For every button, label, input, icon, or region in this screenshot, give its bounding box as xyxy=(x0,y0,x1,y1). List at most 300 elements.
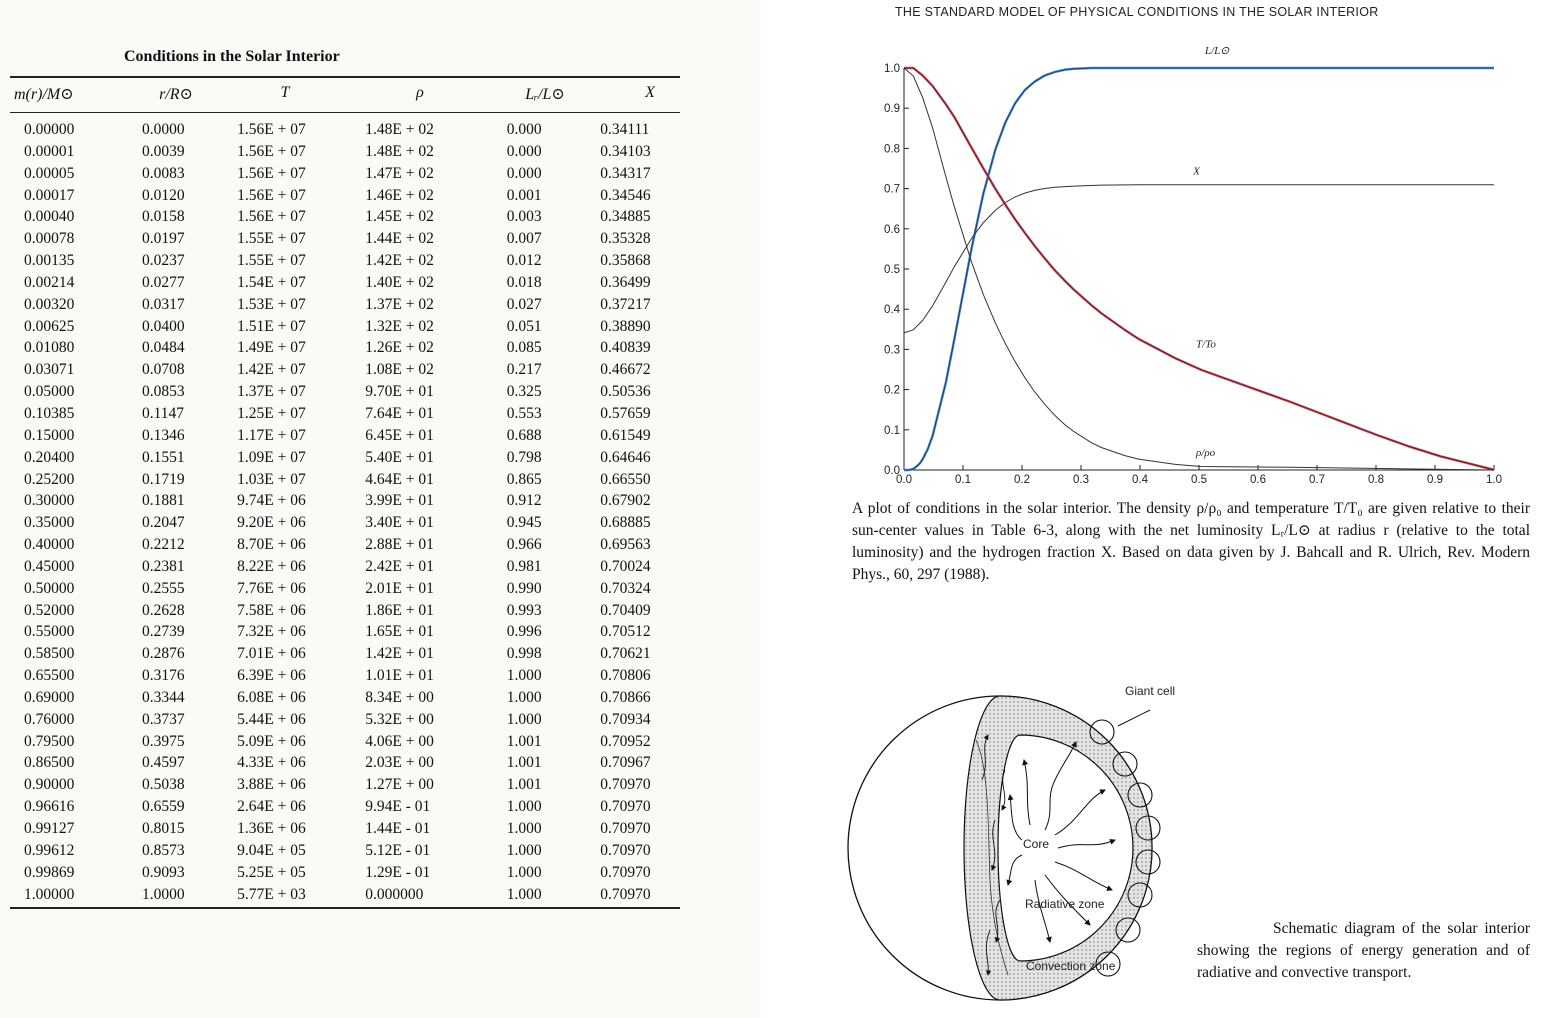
x-tick-label: 0.9 xyxy=(1427,474,1443,486)
table-row xyxy=(10,316,680,338)
table-cell: 4.06E + 00 xyxy=(365,732,434,750)
table-cell: 0.051 xyxy=(506,317,542,335)
table-cell: 0.70934 xyxy=(600,710,651,728)
table-cell: 0.70967 xyxy=(600,754,651,772)
table-cell: 3.40E + 01 xyxy=(365,514,434,532)
table-cell: 0.99127 xyxy=(24,820,75,837)
table-cell: 0.001 xyxy=(506,186,542,204)
table-cell: 1.0000 xyxy=(141,885,185,903)
y-tick-label: 0.3 xyxy=(884,344,900,357)
table-cell: 0.35328 xyxy=(600,230,651,248)
table-cell: 0.912 xyxy=(506,492,542,510)
table-cell: 6.08E + 06 xyxy=(237,688,306,706)
table-row xyxy=(10,818,680,840)
table-row xyxy=(10,206,680,228)
table-cell: 6.39E + 06 xyxy=(237,667,306,685)
table-cell: 0.70409 xyxy=(600,601,651,619)
table-cell: 0.3176 xyxy=(141,667,185,685)
y-tick-label: 0.6 xyxy=(884,223,900,236)
table-cell: 0.70866 xyxy=(600,688,651,706)
table-cell: 0.996 xyxy=(506,623,542,641)
table-row xyxy=(10,447,680,469)
table-cell: 0.38890 xyxy=(600,317,651,335)
col-head-hydrogen: X xyxy=(645,84,655,101)
table-cell: 0.990 xyxy=(506,579,542,597)
table-row xyxy=(10,774,680,796)
table-cell: 0.37217 xyxy=(600,295,651,313)
table-cell: 1.25E + 07 xyxy=(237,404,306,422)
table-cell: 0.69563 xyxy=(600,536,651,554)
table-cell: 0.007 xyxy=(506,230,542,248)
table-cell: 0.99612 xyxy=(24,841,75,859)
table-cell: 0.55000 xyxy=(24,623,75,641)
table-cell: 0.4597 xyxy=(141,754,185,772)
table-cell: 2.01E + 01 xyxy=(365,579,434,597)
table-cell: 0.3975 xyxy=(141,732,185,750)
table-cell: 0.34546 xyxy=(600,186,651,204)
table-cell: 7.76E + 06 xyxy=(237,579,306,597)
table-cell: 0.70970 xyxy=(600,885,651,903)
table-cell: 5.09E + 06 xyxy=(237,732,306,750)
table-cell: 1.53E + 07 xyxy=(237,295,306,313)
giant-cell-leader xyxy=(1118,710,1150,726)
table-row xyxy=(10,840,680,862)
running-head: THE STANDARD MODEL OF PHYSICAL CONDITIONS IN THE SOLAR INTERIOR xyxy=(895,5,1379,19)
col-head-density: ρ xyxy=(416,84,424,101)
table-cell: 0.70024 xyxy=(600,557,651,575)
table-cell: 1.48E + 02 xyxy=(365,142,434,160)
table-cell: 0.0120 xyxy=(141,186,185,204)
table-cell: 0.0484 xyxy=(141,339,185,357)
radiative-zone-label: Radiative zone xyxy=(1025,897,1105,911)
table-cell: 0.00005 xyxy=(24,164,75,182)
table-cell: 0.10385 xyxy=(24,404,75,422)
table-row xyxy=(10,425,680,447)
table-cell: 0.00078 xyxy=(24,230,75,248)
table-cell: 0.217 xyxy=(506,361,542,379)
table-cell: 0.70952 xyxy=(600,732,651,750)
table-cell: 0.0853 xyxy=(141,383,185,401)
table-row xyxy=(10,141,680,163)
table-cell: 1.01E + 01 xyxy=(365,667,434,685)
table-cell: 0.67902 xyxy=(600,492,651,510)
core-label: Core xyxy=(1023,837,1050,851)
table-cell: 0.945 xyxy=(506,514,542,532)
table-cell: 0.998 xyxy=(506,645,542,663)
table-cell: 0.3344 xyxy=(141,688,185,706)
table-cell: 1.49E + 07 xyxy=(237,339,306,357)
table-cell: 9.04E + 05 xyxy=(237,841,306,859)
col-head-temperature: T xyxy=(280,84,290,101)
diagram-caption: Schematic diagram of the solar interior showing the regions of energy generation and of radiative and convective transport. xyxy=(1197,920,1530,981)
table-row xyxy=(10,119,680,141)
table-cell: 4.64E + 01 xyxy=(365,470,434,488)
table-cell: 0.2212 xyxy=(141,536,185,554)
table-cell: 0.57659 xyxy=(600,404,651,422)
table-cell: 0.01080 xyxy=(24,339,75,357)
table-cell: 1.001 xyxy=(506,732,542,750)
luminosity-curve xyxy=(904,68,1494,470)
table-cell: 0.0277 xyxy=(141,273,185,291)
table-cell: 0.40839 xyxy=(600,339,651,357)
table-cell: 0.36499 xyxy=(600,273,651,291)
table-cell: 7.58E + 06 xyxy=(237,601,306,619)
x-tick-label: 1.0 xyxy=(1486,474,1502,486)
table-cell: 1.37E + 02 xyxy=(365,295,434,313)
table-cell: 0.68885 xyxy=(600,514,651,532)
table-row xyxy=(10,884,680,906)
y-tick-label: 0.8 xyxy=(884,143,900,156)
table-cell: 0.76000 xyxy=(24,710,75,728)
table-cell: 5.44E + 06 xyxy=(237,710,306,728)
y-tick-label: 0.2 xyxy=(884,384,900,397)
table-cell: 1.55E + 07 xyxy=(237,230,306,248)
table-cell: 1.09E + 07 xyxy=(237,448,306,466)
temperature-label: T/To xyxy=(1196,338,1216,351)
table-cell: 5.12E - 01 xyxy=(365,841,431,859)
table-cell: 1.44E + 02 xyxy=(365,230,434,248)
table-cell: 0.70970 xyxy=(600,798,651,816)
col-head-radius: r/R⊙ xyxy=(159,86,193,103)
table-cell: 4.33E + 06 xyxy=(237,754,306,772)
table-cell: 1.56E + 07 xyxy=(237,142,306,160)
luminosity-label: L/L⊙ xyxy=(1204,44,1230,57)
table-cell: 0.40000 xyxy=(24,536,75,554)
table-cell: 0.70970 xyxy=(600,776,651,794)
table-cell: 0.20400 xyxy=(24,448,75,466)
table-row xyxy=(10,381,680,403)
x-tick-label: 0.1 xyxy=(955,474,971,486)
table-cell: 1.86E + 01 xyxy=(365,601,434,619)
table-cell: 0.012 xyxy=(506,252,542,270)
table-cell: 0.1346 xyxy=(141,426,185,444)
table-cell: 0.50000 xyxy=(24,579,75,597)
table-cell: 0.00320 xyxy=(24,295,75,313)
table-cell: 0.00214 xyxy=(24,273,75,291)
table-cell: 0.981 xyxy=(506,557,542,575)
table-cell: 0.325 xyxy=(506,383,542,401)
table-cell: 0.3737 xyxy=(141,710,185,728)
table-cell: 1.001 xyxy=(506,754,542,772)
x-tick-label: 0.6 xyxy=(1250,474,1266,486)
y-tick-label: 0.9 xyxy=(884,103,900,116)
table-cell: 1.48E + 02 xyxy=(365,121,434,138)
table-cell: 0.993 xyxy=(506,601,542,619)
table-cell: 0.966 xyxy=(506,536,542,554)
table-cell: 0.2876 xyxy=(141,645,185,663)
table-cell: 1.42E + 01 xyxy=(365,645,434,663)
table-row xyxy=(10,512,680,534)
table-row xyxy=(10,359,680,381)
x-tick-label: 0.4 xyxy=(1132,474,1148,486)
table-cell: 0.2739 xyxy=(141,623,185,641)
table-cell: 0.64646 xyxy=(600,448,651,466)
table-cell: 0.34317 xyxy=(600,164,651,182)
table-row xyxy=(10,534,680,556)
table-cell: 1.46E + 02 xyxy=(365,186,434,204)
table-cell: 1.000 xyxy=(506,820,542,837)
y-tick-label: 0.0 xyxy=(884,465,900,477)
table-cell: 0.0400 xyxy=(141,317,185,335)
table-cell: 0.70970 xyxy=(600,841,651,859)
table-cell: 1.001 xyxy=(506,776,542,794)
table-cell: 1.47E + 02 xyxy=(365,164,434,182)
table-cell: 0.46672 xyxy=(600,361,651,379)
table-cell: 2.64E + 06 xyxy=(237,798,306,816)
table-cell: 0.52000 xyxy=(24,601,75,619)
table-cell: 0.50536 xyxy=(600,383,651,401)
x-tick-label: 0.2 xyxy=(1014,474,1030,486)
table-cell: 1.40E + 02 xyxy=(365,273,434,291)
table-cell: 0.553 xyxy=(506,404,542,422)
table-row xyxy=(10,709,680,731)
solar-conditions-chart xyxy=(860,40,1510,495)
table-cell: 6.45E + 01 xyxy=(365,426,434,444)
table-cell: 0.0158 xyxy=(141,208,185,226)
table-cell: 0.69000 xyxy=(24,688,75,706)
table-cell: 1.000 xyxy=(506,841,542,859)
table-cell: 7.01E + 06 xyxy=(237,645,306,663)
y-tick-label: 0.7 xyxy=(884,183,900,196)
table-cell: 1.000 xyxy=(506,667,542,685)
table-cell: 0.70970 xyxy=(600,820,651,837)
solar-interior-diagram xyxy=(840,680,1190,1015)
table-top-rule xyxy=(10,76,680,78)
table-cell: 0.0000 xyxy=(141,121,185,138)
table-row xyxy=(10,600,680,622)
table-cell: 0.000000 xyxy=(365,885,424,903)
table-cell: 8.22E + 06 xyxy=(237,557,306,575)
table-cell: 0.65500 xyxy=(24,667,75,685)
table-cell: 0.70621 xyxy=(600,645,651,663)
table-cell: 0.000 xyxy=(506,121,542,138)
table-cell: 0.35868 xyxy=(600,252,651,270)
table-cell: 7.64E + 01 xyxy=(365,404,434,422)
table-cell: 3.88E + 06 xyxy=(237,776,306,794)
table-cell: 1.42E + 02 xyxy=(365,252,434,270)
x-tick-label: 0.3 xyxy=(1073,474,1089,486)
table-cell: 1.000 xyxy=(506,885,542,903)
y-tick-label: 0.4 xyxy=(884,304,900,317)
table-cell: 5.32E + 00 xyxy=(365,710,434,728)
table-cell: 8.34E + 00 xyxy=(365,688,434,706)
table-cell: 0.70806 xyxy=(600,667,651,685)
table-cell: 0.70324 xyxy=(600,579,651,597)
table-cell: 1.56E + 07 xyxy=(237,121,306,138)
table-cell: 0.00001 xyxy=(24,142,75,160)
table-cell: 0.085 xyxy=(506,339,542,357)
table-row xyxy=(10,621,680,643)
table-row xyxy=(10,731,680,753)
table-cell: 0.5038 xyxy=(141,776,185,794)
giant-cell-label: Giant cell xyxy=(1125,684,1176,698)
table-cell: 1.000 xyxy=(506,710,542,728)
table-row xyxy=(10,556,680,578)
table-cell: 0.798 xyxy=(506,448,542,466)
table-cell: 9.20E + 06 xyxy=(237,514,306,532)
table-cell: 1.000 xyxy=(506,863,542,881)
table-row xyxy=(10,862,680,884)
table-cell: 1.56E + 07 xyxy=(237,186,306,204)
table-cell: 0.58500 xyxy=(24,645,75,663)
table-row xyxy=(10,294,680,316)
table-cell: 0.61549 xyxy=(600,426,651,444)
table-cell: 0.0039 xyxy=(141,142,185,160)
temperature-curve xyxy=(904,68,1494,470)
hydrogen-label: X xyxy=(1193,165,1200,178)
table-cell: 0.9093 xyxy=(141,863,185,881)
convection-zone-label: Convection zone xyxy=(1026,959,1116,973)
table-cell: 0.35000 xyxy=(24,514,75,532)
table-cell: 1.54E + 07 xyxy=(237,273,306,291)
hydrogen-fraction-curve xyxy=(904,185,1494,333)
table-cell: 0.96616 xyxy=(24,798,75,816)
table-cell: 0.00017 xyxy=(24,186,75,204)
table-cell: 0.00040 xyxy=(24,208,75,226)
table-cell: 1.56E + 07 xyxy=(237,208,306,226)
table-cell: 0.30000 xyxy=(24,492,75,510)
table-cell: 0.86500 xyxy=(24,754,75,772)
table-cell: 0.00000 xyxy=(24,121,75,138)
table-cell: 0.15000 xyxy=(24,426,75,444)
density-label: ρ/ρo xyxy=(1196,446,1216,459)
table-cell: 0.018 xyxy=(506,273,542,291)
table-cell: 5.25E + 05 xyxy=(237,863,306,881)
table-cell: 0.0317 xyxy=(141,295,185,313)
table-cell: 1.55E + 07 xyxy=(237,252,306,270)
table-cell: 0.1551 xyxy=(141,448,185,466)
table-cell: 1.03E + 07 xyxy=(237,470,306,488)
y-tick-label: 1.0 xyxy=(884,63,900,75)
table-cell: 0.99869 xyxy=(24,863,75,881)
table-row xyxy=(10,272,680,294)
table-cell: 2.42E + 01 xyxy=(365,557,434,575)
table-cell: 1.44E - 01 xyxy=(365,820,431,837)
table-cell: 1.42E + 07 xyxy=(237,361,306,379)
x-tick-label: 0.0 xyxy=(896,474,912,486)
table-cell: 1.36E + 06 xyxy=(237,820,306,837)
table-row xyxy=(10,403,680,425)
table-cell: 0.8015 xyxy=(141,820,185,837)
table-cell: 0.688 xyxy=(506,426,542,444)
chart-caption: A plot of conditions in the solar interior. The density ρ/ρ₀ and temperature T/T₀ are given relative to their sun-center values in Table 6-3, along with the net luminosity Lᵣ/L⊙ at radius r (relative to the total luminosity) and the hydrogen fraction X. Based on data given by J. Bahcall and R. Ulrich, Rev. Modern Phys., 60, 297 (1988). xyxy=(852,500,1530,583)
table-title: Conditions in the Solar Interior xyxy=(124,48,340,65)
table-cell: 0.03071 xyxy=(24,361,75,379)
table-cell: 0.8573 xyxy=(141,841,185,859)
table-cell: 0.1719 xyxy=(141,470,185,488)
table-bottom-rule xyxy=(10,907,680,909)
table-row xyxy=(10,250,680,272)
table-row xyxy=(10,228,680,250)
table-cell: 1.32E + 02 xyxy=(365,317,434,335)
table-row xyxy=(10,643,680,665)
table-row xyxy=(10,796,680,818)
table-cell: 5.40E + 01 xyxy=(365,448,434,466)
col-head-luminosity: Lᵣ/L⊙ xyxy=(525,86,565,103)
table-cell: 0.25200 xyxy=(24,470,75,488)
y-tick-label: 0.5 xyxy=(884,264,900,276)
table-cell: 1.08E + 02 xyxy=(365,361,434,379)
table-cell: 0.34885 xyxy=(600,208,651,226)
table-cell: 1.000 xyxy=(506,688,542,706)
table-cell: 1.45E + 02 xyxy=(365,208,434,226)
table-cell: 0.0237 xyxy=(141,252,185,270)
table-cell: 1.26E + 02 xyxy=(365,339,434,357)
col-head-mass: m(r)/M⊙ xyxy=(14,86,74,103)
table-cell: 1.000 xyxy=(506,798,542,816)
x-tick-label: 0.8 xyxy=(1368,474,1384,486)
table-cell: 0.027 xyxy=(506,295,542,313)
table-cell: 8.70E + 06 xyxy=(237,536,306,554)
table-cell: 0.05000 xyxy=(24,383,75,401)
table-row xyxy=(10,687,680,709)
solar-interior-table xyxy=(10,119,680,905)
density-curve xyxy=(904,68,1494,470)
table-cell: 0.6559 xyxy=(141,798,185,816)
table-row xyxy=(10,752,680,774)
table-row xyxy=(10,490,680,512)
table-cell: 0.003 xyxy=(506,208,542,226)
table-cell: 0.00135 xyxy=(24,252,75,270)
table-cell: 0.66550 xyxy=(600,470,651,488)
table-cell: 1.56E + 07 xyxy=(237,164,306,182)
table-cell: 9.74E + 06 xyxy=(237,492,306,510)
table-cell: 2.88E + 01 xyxy=(365,536,434,554)
table-header-rule xyxy=(10,112,680,113)
table-cell: 0.34103 xyxy=(600,142,651,160)
left-page xyxy=(0,0,760,1018)
table-cell: 0.45000 xyxy=(24,557,75,575)
table-cell: 9.70E + 01 xyxy=(365,383,434,401)
table-cell: 0.2555 xyxy=(141,579,185,597)
table-cell: 1.65E + 01 xyxy=(365,623,434,641)
table-cell: 0.1881 xyxy=(141,492,185,510)
table-cell: 1.29E - 01 xyxy=(365,863,431,881)
table-cell: 0.34111 xyxy=(600,121,650,138)
x-tick-label: 0.5 xyxy=(1191,474,1207,486)
table-cell: 0.0708 xyxy=(141,361,185,379)
table-cell: 0.2628 xyxy=(141,601,185,619)
table-cell: 0.79500 xyxy=(24,732,75,750)
table-cell: 5.77E + 03 xyxy=(237,885,306,903)
table-cell: 7.32E + 06 xyxy=(237,623,306,641)
table-row xyxy=(10,185,680,207)
table-cell: 2.03E + 00 xyxy=(365,754,434,772)
y-tick-label: 0.1 xyxy=(884,424,900,437)
table-cell: 0.70512 xyxy=(600,623,651,641)
table-cell: 1.17E + 07 xyxy=(237,426,306,444)
table-row xyxy=(10,665,680,687)
table-cell: 0.0197 xyxy=(141,230,185,248)
table-cell: 0.2381 xyxy=(141,557,185,575)
table-cell: 0.90000 xyxy=(24,776,75,794)
table-row xyxy=(10,469,680,491)
table-cell: 1.37E + 07 xyxy=(237,383,306,401)
table-cell: 0.00625 xyxy=(24,317,75,335)
table-cell: 0.865 xyxy=(506,470,542,488)
table-cell: 9.94E - 01 xyxy=(365,798,431,816)
table-cell: 0.70970 xyxy=(600,863,651,881)
table-cell: 3.99E + 01 xyxy=(365,492,434,510)
table-cell: 1.51E + 07 xyxy=(237,317,306,335)
table-cell: 0.2047 xyxy=(141,514,185,532)
table-row xyxy=(10,578,680,600)
table-row xyxy=(10,337,680,359)
table-cell: 0.000 xyxy=(506,164,542,182)
table-cell: 0.0083 xyxy=(141,164,185,182)
table-cell: 0.1147 xyxy=(141,404,185,422)
table-cell: 1.27E + 00 xyxy=(365,776,434,794)
